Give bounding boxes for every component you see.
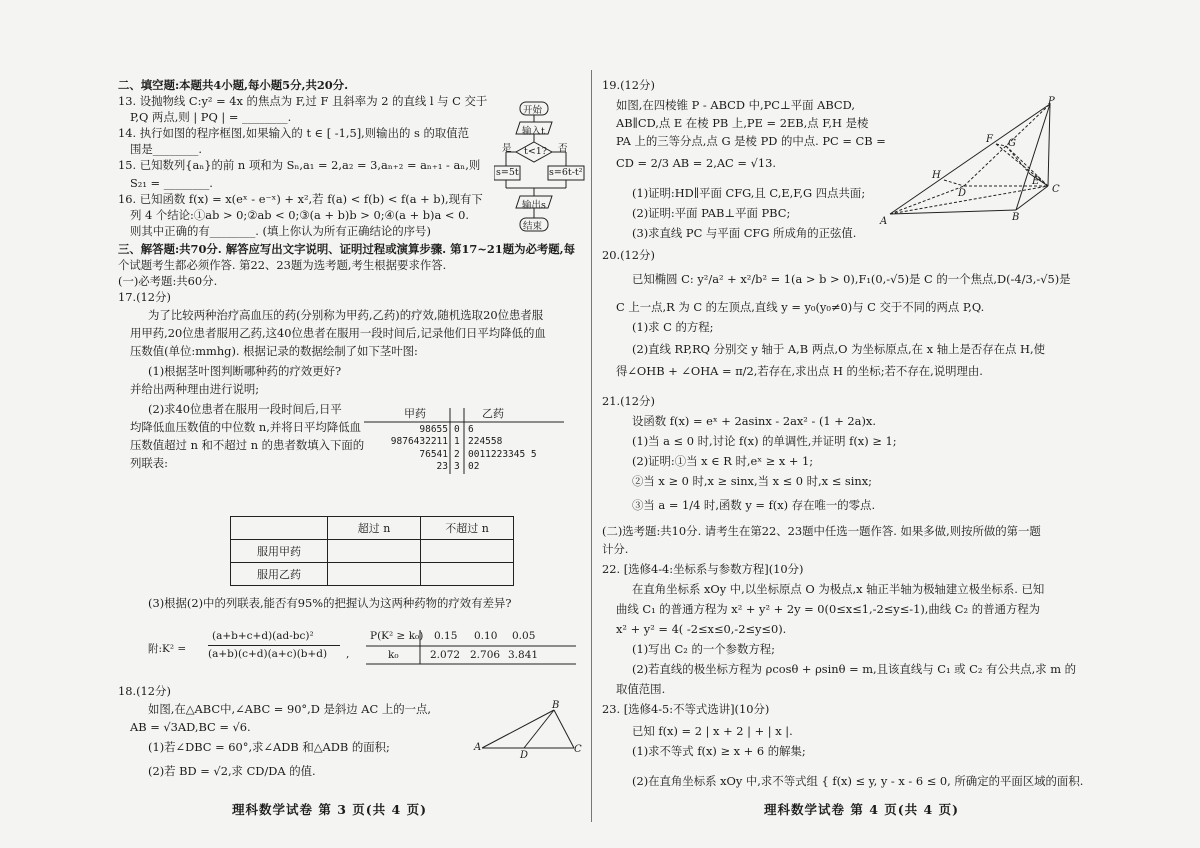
contingency-table [230, 516, 514, 586]
text-line: 压数值超过 n 和不超过 n 的患者数填入下面的 [130, 438, 365, 452]
text-line: (1)当 a ≤ 0 时,讨论 f(x) 的单调性,并证明 f(x) ≥ 1; [632, 434, 897, 448]
text-line: 二、填空题:本题共4小题,每小题5分,共20分. [118, 78, 349, 92]
text-line: PA 上的三等分点,点 G 是棱 PD 的中点. PC = CB = [616, 134, 886, 148]
flow-condition: t<1? [524, 146, 547, 157]
text-line: 15. 已知数列{aₙ}的前 n 项和为 Sₙ,a₁ = 2,a₂ = 3,aₙ₊₂ = aₙ₊₁ - aₙ,则 [118, 158, 481, 172]
page-4-footer: 理科数学试卷 第 4 页(共 4 页) [764, 802, 959, 817]
text-line: 均降低血压数值的中位数 n,并将日平均降低血 [130, 420, 362, 434]
text-line: (二)选考题:共10分. 请考生在第22、23题中任选一题作答. 如果多做,则按所做的第一题 [602, 524, 1041, 538]
leaf-values: 224558 [468, 436, 503, 448]
text-line: CD = 2/3 AB = 2,AC = √13. [616, 156, 776, 170]
text-line: 在直角坐标系 xOy 中,以坐标原点 O 为极点,x 轴正半轴为极轴建立极坐标系. 已知 [632, 582, 1045, 596]
contingency-row-label: 服用甲药 [231, 540, 328, 563]
text-line: P,Q 两点,则 | PQ | = ________. [130, 110, 292, 124]
vertex-g: G [1008, 138, 1016, 149]
text-line: (1)求 C 的方程; [632, 320, 714, 334]
stem-value: 0 [454, 424, 460, 435]
vertex-c: C [574, 744, 582, 755]
contingency-cell [421, 563, 514, 586]
text-line: 围是________. [130, 142, 202, 156]
vertex-b: B [1012, 212, 1020, 223]
text-line: 如图,在△ABC中,∠ABC = 90°,D 是斜边 AC 上的一点, [148, 702, 432, 716]
contingency-cell [328, 563, 421, 586]
contingency-header-cell [231, 517, 328, 540]
text-line: (2)求40位患者在服用一段时间后,日平 [148, 402, 342, 416]
k-val: 3.841 [508, 649, 539, 661]
leaf-values: 6 [468, 424, 474, 435]
text-line: x² + y² = 4( -2≤x≤0,-2≤y≤0). [616, 622, 787, 636]
text-line: 已知椭圆 C: y²/a² + x²/b² = 1(a > b > 0),F₁(0,-√5)是 C 的一个焦点,D(-4/3,-√5)是 [632, 272, 1071, 286]
text-line: (2)若 BD = √2,求 CD/DA 的值. [148, 764, 316, 778]
text-line: 如图,在四棱锥 P - ABCD 中,PC⊥平面 ABCD, [616, 98, 855, 112]
triangle-figure [474, 700, 584, 764]
page-3-footer: 理科数学试卷 第 3 页(共 4 页) [232, 802, 427, 817]
text-line: (1)求不等式 f(x) ≥ x + 6 的解集; [632, 744, 806, 758]
text-line: 20.(12分) [602, 248, 655, 262]
contingency-row [231, 540, 514, 563]
text-line: 14. 执行如图的程序框图,如果输入的 t ∈ [ -1,5],则输出的 s 的取值范 [118, 126, 470, 140]
stem-value: 3 [454, 461, 460, 473]
text-line: 曲线 C₁ 的普通方程为 x² + y² + 2y = 0(0≤x≤1,-2≤y≤-1),曲线 C₂ 的普通方程为 [616, 602, 1041, 616]
p-val: 0.15 [434, 630, 458, 642]
text-line: 设函数 f(x) = eˣ + 2asinx - 2ax² - (1 + 2a)x. [632, 414, 876, 428]
vertex-b: B [552, 700, 560, 711]
text-line: (2)证明:平面 PAB⊥平面 PBC; [632, 206, 791, 220]
leaf-values: 0011223345 5 [468, 448, 537, 460]
vertex-h: H [932, 170, 941, 181]
formula-comma: , [346, 648, 350, 660]
text-line: AB = √3AD,BC = √6. [130, 720, 251, 734]
text-line: 列联表: [130, 456, 169, 470]
contingency-cell [421, 540, 514, 563]
page-divider [591, 70, 592, 822]
p-table-head: P(K² ≥ k₀) [370, 630, 424, 642]
text-line: (3)求直线 PC 与平面 CFG 所成角的正弦值. [632, 226, 857, 240]
contingency-header-row [231, 517, 514, 540]
text-line: 则其中正确的有________. (填上你认为所有正确结论的序号) [130, 224, 431, 238]
text-line: (2)在直角坐标系 xOy 中,求不等式组 { f(x) ≤ y, y - x - 6 ≤ 0, 所确定的平面区域的面积. [632, 774, 1084, 788]
text-line: 18.(12分) [118, 684, 171, 698]
formula-label: 附:K² = [148, 643, 187, 655]
text-line: 19.(12分) [602, 78, 655, 92]
text-line: (1)写出 C₂ 的一个参数方程; [632, 642, 776, 656]
stem-leaf-header-right: 乙药 [482, 407, 504, 420]
k-table-head: k₀ [388, 649, 399, 661]
vertex-d: D [958, 188, 967, 199]
text-line: 得∠OHB + ∠OHA = π/2,若存在,求出点 H 的坐标;若不存在,说明理由. [616, 364, 983, 378]
flow-right-box: s=6t-t² [549, 167, 583, 178]
text-line: AB∥CD,点 E 在棱 PB 上,PE = 2EB,点 F,H 是棱 [616, 116, 869, 130]
vertex-a: A [880, 216, 888, 227]
text-line: S₂₁ = ________. [130, 176, 213, 190]
flow-output: 输出s [522, 200, 546, 211]
program-flowchart [494, 100, 586, 240]
text-line: (一)必考题:共60分. [118, 274, 218, 288]
p-val: 0.05 [512, 630, 536, 642]
leaf-values: 02 [468, 461, 480, 473]
contingency-row [231, 563, 514, 586]
text-line: 22. [选修4-4:坐标系与参数方程](10分) [602, 562, 804, 576]
text-line: 计分. [602, 542, 629, 556]
text-line: 取值范围. [616, 682, 666, 696]
leaf-values: 23 [436, 461, 448, 473]
text-line: 17.(12分) [118, 290, 171, 304]
flow-input: 输入t [522, 126, 545, 137]
triangle-lines [474, 700, 584, 764]
text-line: (1)若∠DBC = 60°,求∠ADB 和△ADB 的面积; [148, 740, 390, 754]
formula-denominator: (a+b)(c+d)(a+c)(b+d) [208, 648, 328, 660]
p-val: 0.10 [474, 630, 498, 642]
text-line: (3)根据(2)中的列联表,能否有95%的把握认为这两种药物的疗效有差异? [148, 596, 512, 610]
stem-value: 2 [454, 448, 460, 460]
contingency-header-cell: 不超过 n [421, 517, 514, 540]
pyramid-figure [880, 98, 1070, 234]
leaf-values: 9876432211 [390, 436, 448, 448]
text-line: (1)证明:HD∥平面 CFG,且 C,E,F,G 四点共面; [632, 186, 866, 200]
formula-numerator: (a+b+c+d)(ad-bc)² [212, 630, 314, 642]
vertex-d: D [520, 750, 529, 761]
text-line: 已知 f(x) = 2 | x + 2 | + | x |. [632, 724, 793, 738]
vertex-e: E [1032, 176, 1040, 187]
fraction-bar [208, 645, 340, 646]
vertex-p: P [1048, 96, 1055, 107]
contingency-row-label: 服用乙药 [231, 563, 328, 586]
stem-leaf-header-left: 甲药 [404, 407, 426, 420]
flow-no-label: 否 [558, 143, 568, 154]
text-line: 16. 已知函数 f(x) = x(eˣ - e⁻ˣ) + x²,若 f(a) < f(b) < f(a + b),现有下 [118, 192, 483, 206]
text-line: (2)若直线的极坐标方程为 ρcosθ + ρsinθ = m,且该直线与 C₁ 或 C₂ 有公共点,求 m 的 [632, 662, 1077, 676]
flow-start: 开始 [523, 105, 543, 116]
vertex-a: A [474, 742, 482, 753]
flow-end: 结束 [523, 221, 543, 232]
text-line: 列 4 个结论:①ab > 0;②ab < 0;③(a + b)b > 0;④(a + b)a < 0. [130, 208, 469, 222]
stem-leaf-plot [364, 408, 574, 478]
text-line: 个试题考生都必须作答. 第22、23题为选考题,考生根据要求作答. [118, 258, 447, 272]
vertex-c: C [1052, 184, 1060, 195]
leaf-values: 98655 [419, 424, 448, 435]
text-line: 为了比较两种治疗高血压的药(分别称为甲药,乙药)的疗效,随机选取20位患者服 [148, 308, 544, 322]
text-line: (2)证明:①当 x ∈ R 时,eˣ ≥ x + 1; [632, 454, 814, 468]
k-val: 2.072 [430, 649, 461, 661]
text-line: 用甲药,20位患者服用乙药,这40位患者在服用一段时间后,记录他们日平均降低的血 [130, 326, 546, 340]
text-line: 23. [选修4-5:不等式选讲](10分) [602, 702, 770, 716]
pyramid-lines [880, 98, 1070, 234]
flow-left-box: s=5t [496, 167, 519, 178]
text-line: 并给出两种理由进行说明; [130, 382, 260, 396]
text-line: (2)直线 RP,RQ 分别交 y 轴于 A,B 两点,O 为坐标原点,在 x 轴上是否存在点 H,使 [632, 342, 1046, 356]
text-line: ②当 x ≥ 0 时,x ≥ sinx,当 x ≤ 0 时,x ≤ sinx; [632, 474, 872, 488]
text-line: 三、解答题:共70分. 解答应写出文字说明、证明过程或演算步骤. 第17~21题为必考题,每 [118, 242, 576, 256]
vertex-f: F [986, 134, 993, 145]
leaf-values: 76541 [419, 448, 448, 460]
text-line: 21.(12分) [602, 394, 655, 408]
text-line: ③当 a = 1/4 时,函数 y = f(x) 存在唯一的零点. [632, 498, 876, 512]
text-line: (1)根据茎叶图判断哪种药的疗效更好? [148, 364, 342, 378]
k-val: 2.706 [470, 649, 501, 661]
text-line: 13. 设抛物线 C:y² = 4x 的焦点为 F,过 F 且斜率为 2 的直线 l 与 C 交于 [118, 94, 488, 108]
flow-yes-label: 是 [502, 143, 512, 154]
text-line: C 上一点,R 为 C 的左顶点,直线 y = y₀(y₀≠0)与 C 交于不同的两点 P,Q. [616, 300, 985, 314]
contingency-header-cell: 超过 n [328, 517, 421, 540]
contingency-cell [328, 540, 421, 563]
k2-formula [148, 630, 588, 670]
text-line: 压数值(单位:mmhg). 根据记录的数据绘制了如下茎叶图: [130, 344, 418, 358]
stem-value: 1 [454, 436, 460, 448]
